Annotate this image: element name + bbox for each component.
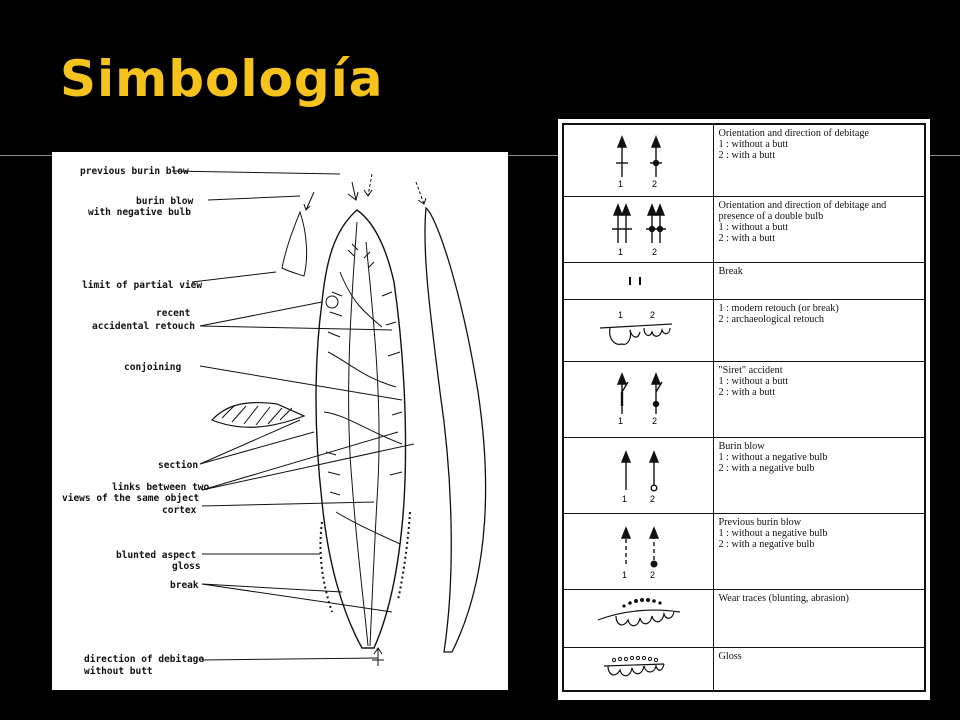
burin-blow-symbol: [564, 438, 714, 514]
label-views-of-same-object: views of the same object: [62, 493, 200, 504]
legend-description: Break: [713, 262, 925, 299]
mark-1: 1: [622, 493, 628, 504]
label-links-between-two: links between two: [112, 482, 210, 493]
divider-rule: [930, 155, 960, 156]
mark-2: 2: [650, 569, 656, 580]
label-break: break: [170, 580, 199, 591]
label-with-negative-bulb: with negative bulb: [88, 207, 191, 218]
slide-title: Simbología: [60, 50, 384, 108]
gloss-symbol: [564, 648, 714, 692]
mark-2: 2: [650, 309, 656, 320]
mark-2: 2: [652, 246, 658, 257]
legend-symbol-cell: [563, 196, 713, 262]
mark-1: 1: [618, 309, 624, 320]
legend-description: Orientation and direction of debitage and presence of a double bulb 1 : without a butt 2 : with a butt: [713, 196, 925, 262]
annotated-drawing-panel: [52, 152, 508, 690]
legend-description: Previous burin blow 1 : without a negative bulb 2 : with a negative bulb: [713, 513, 925, 589]
legend-description: "Siret" accident 1 : without a butt 2 : with a butt: [713, 361, 925, 437]
label-without-butt: without butt: [84, 666, 153, 677]
partial-view-tip: [282, 212, 307, 276]
legend-row: [563, 589, 925, 647]
legend-description: Gloss: [713, 647, 925, 691]
legend-row: [563, 437, 925, 513]
annotated-drawing: [52, 152, 508, 690]
side-view-outline: [425, 208, 486, 652]
legend-row: [563, 513, 925, 589]
divider-rule: [0, 155, 52, 156]
label-conjoining: conjoining: [124, 362, 182, 373]
legend-description: Wear traces (blunting, abrasion): [713, 589, 925, 647]
legend-symbol-cell: [563, 647, 713, 691]
legend-symbol-cell: [563, 513, 713, 589]
break-symbol: [564, 263, 714, 300]
label-limit-of-partial-view: limit of partial view: [82, 280, 203, 291]
legend-row: [563, 196, 925, 262]
legend-description: 1 : modern retouch (or break) 2 : archaeological retouch: [713, 299, 925, 361]
mark-1: 1: [618, 246, 624, 257]
previous-burin-blow-symbol: [564, 514, 714, 590]
label-gloss: gloss: [172, 561, 201, 572]
legend-description: Orientation and direction of debitage 1 : without a butt 2 : with a butt: [713, 124, 925, 196]
legend-row: [563, 262, 925, 299]
legend-panel: [558, 119, 930, 700]
double-bulb-symbol: [564, 197, 714, 263]
legend-row: [563, 124, 925, 196]
mark-2: 2: [652, 415, 658, 426]
wear-traces-symbol: [564, 590, 714, 648]
blade-outline: [316, 210, 406, 648]
divider-rule: [508, 155, 558, 156]
mark-2: 2: [652, 179, 658, 189]
siret-accident-symbol: [564, 362, 714, 438]
debitage-orientation-symbol: [564, 125, 714, 197]
label-direction-of-debitage: direction of debitage: [84, 654, 205, 665]
label-recent: recent: [156, 308, 191, 319]
legend-row: [563, 361, 925, 437]
legend-table: [562, 123, 926, 692]
label-previous-burin-blow: previous burin blow: [80, 166, 189, 177]
mark-1: 1: [618, 415, 624, 426]
legend-symbol-cell: [563, 299, 713, 361]
legend-row: [563, 647, 925, 691]
legend-symbol-cell: [563, 589, 713, 647]
label-cortex: cortex: [162, 505, 197, 516]
legend-symbol-cell: [563, 124, 713, 196]
label-section: section: [158, 460, 199, 471]
legend-symbol-cell: [563, 361, 713, 437]
label-blunted-aspect: blunted aspect: [116, 550, 197, 561]
legend-symbol-cell: [563, 262, 713, 299]
legend-description: Burin blow 1 : without a negative bulb 2 : with a negative bulb: [713, 437, 925, 513]
mark-1: 1: [622, 569, 628, 580]
mark-2: 2: [650, 493, 656, 504]
mark-1: 1: [618, 179, 624, 189]
label-accidental-retouch: accidental retouch: [92, 321, 195, 332]
legend-row: [563, 299, 925, 361]
label-burin-blow: burin blow: [136, 196, 194, 207]
retouch-symbol: [564, 300, 714, 362]
legend-symbol-cell: [563, 437, 713, 513]
